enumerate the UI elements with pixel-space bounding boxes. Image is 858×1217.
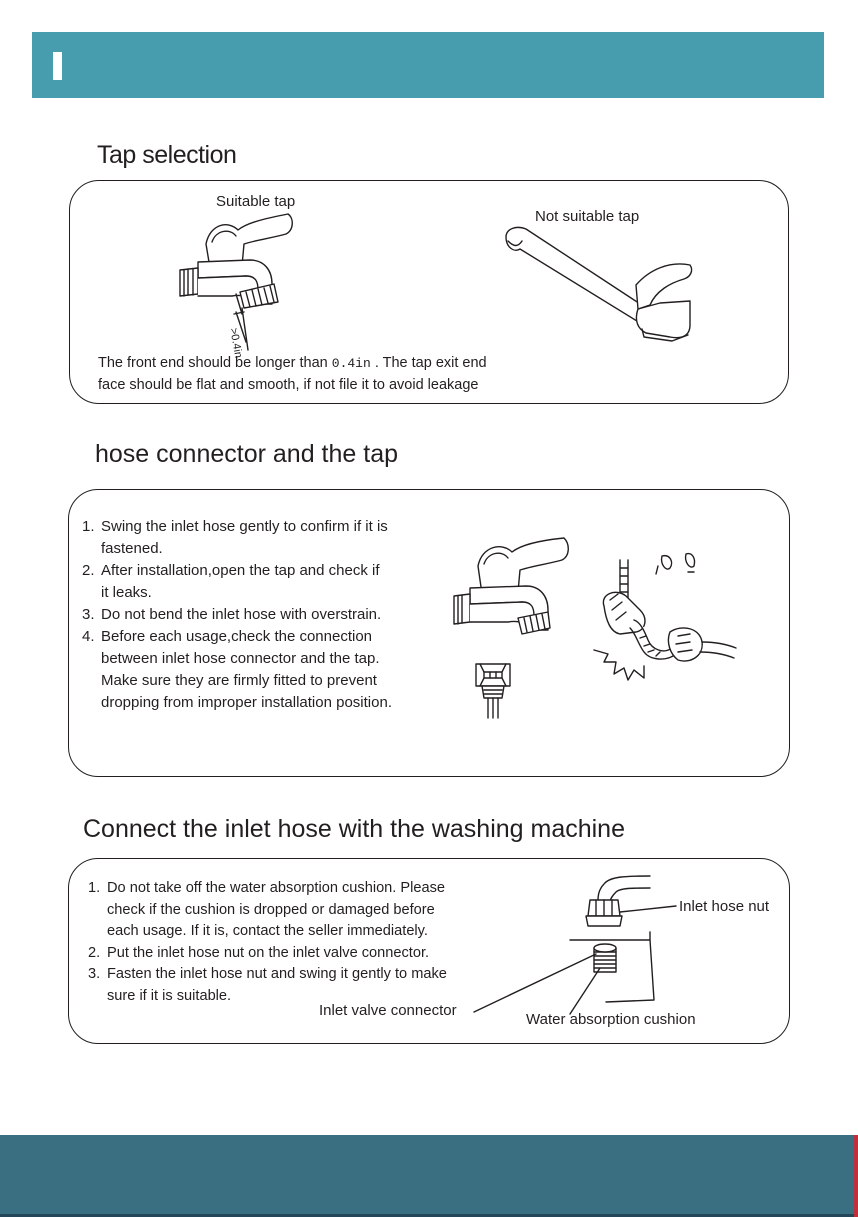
step-line: check if the cushion is dropped or damaged before — [107, 901, 435, 918]
step-line: Do not bend the inlet hose with overstrain. — [101, 606, 382, 623]
step-line: Put the inlet hose nut on the inlet valve connector. — [107, 944, 430, 961]
step-line: Before each usage,check the connection — [101, 628, 373, 645]
step-line: dropping from improper installation position. — [101, 694, 392, 711]
hose-connector-title: hose connector and the tap — [95, 440, 399, 468]
connect-machine-title: Connect the inlet hose with the washing machine — [83, 815, 625, 843]
header-marker — [53, 52, 62, 80]
tap-note-line2: face should be flat and smooth, if not file it to avoid leakage — [98, 377, 479, 393]
step-number: 4. — [82, 628, 95, 645]
inlet-hose-nut-label: Inlet hose nut — [679, 898, 770, 915]
step-number: 1. — [88, 880, 101, 896]
list-item — [82, 560, 392, 604]
list-item — [82, 626, 392, 714]
suitable-tap-label: Suitable tap — [216, 193, 296, 210]
inlet-valve-connector-label: Inlet valve connector — [319, 1002, 457, 1019]
step-number: 3. — [88, 966, 101, 982]
footer-edge — [854, 1135, 858, 1217]
tap-length-dimension: >0.4in — [227, 327, 245, 359]
step-line: it leaks. — [101, 584, 152, 601]
list-item — [88, 878, 447, 943]
tap-selection-title: Tap selection — [97, 141, 237, 169]
step-number: 1. — [82, 518, 95, 535]
step-line: Make sure they are firmly fitted to prevent — [101, 672, 377, 689]
step-number: 2. — [82, 562, 95, 579]
hose-connector-steps — [82, 516, 392, 714]
hands-bending-hose-illustration — [590, 550, 740, 695]
step-line: Fasten the inlet hose nut and swing it gently to make — [107, 966, 447, 982]
inlet-connection-illustration — [440, 870, 680, 1020]
step-line: each usage. If it is, contact the seller immediately. — [107, 923, 428, 939]
footer-bar — [0, 1135, 858, 1217]
tap-note-text-a: The front end should be longer than — [98, 355, 328, 371]
list-item — [88, 943, 447, 965]
tap-with-connector-illustration — [450, 536, 575, 721]
step-line: Swing the inlet hose gently to confirm if it is — [101, 518, 388, 535]
step-number: 3. — [82, 606, 95, 623]
header-bar — [32, 32, 824, 98]
list-item — [82, 604, 392, 626]
step-line: Do not take off the water absorption cushion. Please — [107, 880, 446, 896]
list-item — [82, 516, 392, 560]
step-line: sure if it is suitable. — [107, 987, 232, 1004]
tap-note-value: 0.4in — [331, 356, 371, 371]
step-line: between inlet hose connector and the tap. — [101, 650, 380, 667]
step-line: After installation,open the tap and check if — [101, 562, 380, 579]
not-suitable-tap-illustration — [500, 225, 700, 345]
tap-note-text-b: . The tap exit end — [374, 355, 487, 371]
step-line: fastened. — [101, 540, 163, 557]
connect-machine-steps — [88, 878, 447, 1007]
step-number: 2. — [88, 944, 101, 961]
not-suitable-tap-label: Not suitable tap — [535, 208, 640, 225]
tap-note-line1 — [98, 354, 487, 373]
list-item — [88, 964, 447, 1007]
water-absorption-cushion-label: Water absorption cushion — [526, 1011, 696, 1028]
